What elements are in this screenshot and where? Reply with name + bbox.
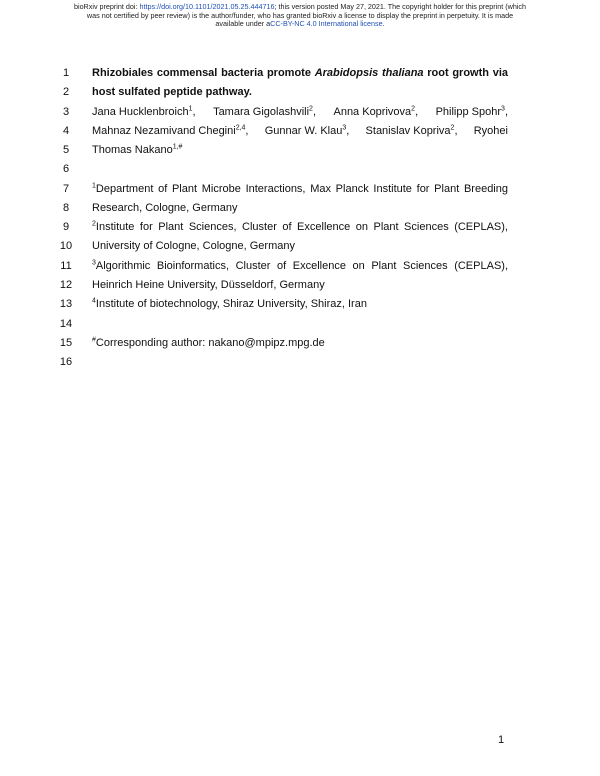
notice-line-3: available under aCC-BY-NC 4.0 International license.: [215, 19, 385, 29]
line-number: 14: [59, 318, 73, 330]
author-line: [92, 106, 508, 119]
paper-title-line-2: host sulfated peptide pathway.: [92, 86, 252, 98]
author-line: [92, 125, 508, 138]
affiliation-2-line-1: $^2$Institute for Plant Sciences, Cluster of Excellence on Plant Sciences (CEPLAS),: [92, 220, 508, 233]
affiliation-2-line-2: University of Cologne, Cologne, Germany: [92, 240, 295, 252]
affiliation-1-line-1: $^1$Department of Plant Microbe Interactions, Max Planck Institute for Plant Breeding: [92, 182, 508, 195]
notice-line-2: was not certified by peer review) is the author/funder, who has granted bioRxiv a license to display the preprint in perpetuity. It is made: [86, 10, 514, 20]
line-number: 7: [62, 183, 70, 195]
preprint-notice: [30, 3, 570, 29]
line-number: 2: [62, 86, 70, 98]
line-number: 16: [59, 356, 73, 368]
license-link[interactable]: CC-BY-NC 4.0 International license: [270, 19, 383, 29]
line-number: 9: [62, 221, 70, 233]
line-number: 1: [62, 67, 70, 79]
paper-title-line-1: Rhizobiales commensal bacteria promote Arabidopsis thaliana root growth via: [92, 67, 508, 79]
doi-link[interactable]: https://doi.org/10.1101/2021.05.25.444716: [139, 2, 275, 11]
author: Thomas Nakano$^{1,\#}$: [92, 143, 183, 156]
author: Stanislav Kopriva$^2$,: [365, 124, 458, 137]
species-name: Arabidopsis thaliana: [314, 67, 424, 79]
affiliation-4: $^4$Institute of biotechnology, Shiraz University, Shiraz, Iran: [92, 297, 367, 310]
author-line: [92, 144, 508, 157]
author: Jana Hucklenbroich$^1$,: [92, 105, 196, 118]
corresponding-author: #Corresponding author: nakano@mpipz.mpg.de: [92, 336, 325, 349]
line-number: 8: [62, 202, 70, 214]
notice-line-1: bioRxiv preprint doi: https://doi.org/10.1101/2021.05.25.444716; this version posted May 27, 2021. The copyright holder for this preprint (which: [73, 2, 527, 11]
author: Ryohei: [473, 125, 508, 137]
line-number: 10: [59, 240, 73, 252]
line-number: 4: [62, 125, 70, 137]
line-number: 6: [62, 163, 70, 175]
affiliation-3-line-2: Heinrich Heine University, Düsseldorf, Germany: [92, 279, 325, 291]
author: Gunnar W. Klau$^3$,: [264, 124, 350, 137]
author: Philipp Spohr$^3$,: [435, 105, 508, 118]
line-number: 11: [60, 260, 72, 272]
line-number: 5: [62, 144, 70, 156]
affiliation-3-line-1: $^3$Algorithmic Bioinformatics, Cluster of Excellence on Plant Sciences (CEPLAS),: [92, 259, 508, 272]
author: Tamara Gigolashvili$^2$,: [213, 105, 317, 118]
author: Mahnaz Nezamivand Chegini$^{2,4}$,: [92, 124, 249, 137]
line-number: 15: [59, 337, 73, 349]
author: Anna Koprivova$^2$,: [333, 105, 419, 118]
line-number: 13: [59, 298, 73, 310]
affiliation-1-line-2: Research, Cologne, Germany: [92, 202, 238, 214]
line-number: 3: [62, 106, 70, 118]
line-number: 12: [59, 279, 73, 291]
page-number: 1: [498, 734, 505, 746]
